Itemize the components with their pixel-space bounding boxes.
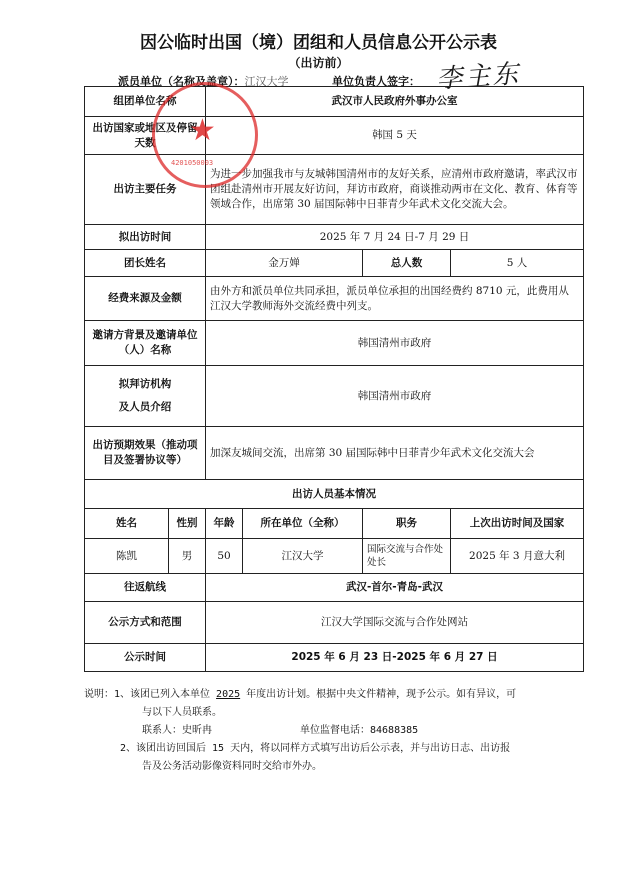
notes <box>84 686 584 776</box>
person-last-trip: 2025 年 3 月意大利 <box>451 539 584 574</box>
note-text-cont: 年度出访计划。根据中央文件精神，现予公示。如有异议，可 <box>240 689 517 700</box>
effect-value: 加深友城间交流，出席第 30 届国际韩中日菲青少年武术文化交流大会 <box>206 427 584 480</box>
sender-value: 江汉大学 <box>244 75 289 88</box>
leader-value: 金万婵 <box>206 250 363 277</box>
leader-label: 团长姓名 <box>85 250 206 277</box>
note-line-1 <box>84 686 584 704</box>
sender-label: 派员单位（名称及盖章）： <box>118 75 245 88</box>
total-label: 总人数 <box>363 250 451 277</box>
org-value: 武汉市人民政府外事办公室 <box>206 87 584 117</box>
persons-section-header: 出访人员基本情况 <box>85 480 584 509</box>
person-unit: 江汉大学 <box>243 539 363 574</box>
task-value: 为进一步加强我市与友城韩国清州市的友好关系，应清州市政府邀请，率武汉市团组赴清州市开展友好访问，拜访市政府，商谈推动两市在文化、教育、体育等领域合作，出席第 30 届国际韩中日菲青少年武术文化交流大会。 <box>206 155 584 225</box>
col-header-unit: 所在单位（全称） <box>243 509 363 539</box>
person-name: 陈凯 <box>85 539 169 574</box>
note-line-5: 告及公务活动影像资料同时交给市外办。 <box>142 761 322 772</box>
publish-time-value: 2025 年 6 月 23 日-2025 年 6 月 27 日 <box>206 644 584 672</box>
publish-time-label: 公示时间 <box>85 644 206 672</box>
head-signature-label: 单位负责人签字： <box>332 75 420 88</box>
org-label: 组团单位名称 <box>85 87 206 117</box>
note-line-4: 2、该团出访回国后 15 天内，将以同样方式填写出访后公示表，并与出访日志、出访报 <box>120 743 511 754</box>
fund-value: 由外方和派员单位共同承担，派员单位承担的出国经费约 8710 元，此费用从江汉大学教师海外交流经费中列支。 <box>206 277 584 321</box>
route-label: 往返航线 <box>85 574 206 602</box>
visit-value: 韩国清州市政府 <box>206 366 584 427</box>
supervision-phone: 单位监督电话：84688385 <box>300 725 419 736</box>
publish-method-value: 江汉大学国际交流与合作处网站 <box>206 602 584 644</box>
visit-label-line1: 拟拜访机构 <box>118 378 172 390</box>
col-header-name: 姓名 <box>85 509 169 539</box>
publish-method-label: 公示方式和范围 <box>85 602 206 644</box>
document-title: 因公临时出国（境）团组和人员信息公开公示表 <box>140 33 497 53</box>
col-header-gender: 性别 <box>169 509 206 539</box>
plan-year: 2025 <box>216 689 241 700</box>
time-label: 拟出访时间 <box>85 225 206 250</box>
info-table <box>84 86 584 672</box>
effect-label: 出访预期效果（推动项目及签署协议等） <box>85 427 206 480</box>
col-header-age: 年龄 <box>206 509 243 539</box>
table-row <box>85 539 584 574</box>
country-value: 韩国 5 天 <box>206 117 584 155</box>
fund-label: 经费来源及金额 <box>85 277 206 321</box>
inviter-label: 邀请方背景及邀请单位（人）名称 <box>85 321 206 366</box>
total-value: 5 人 <box>451 250 584 277</box>
note-text: 说明：1、该团已列入本单位 <box>84 689 217 700</box>
time-value: 2025 年 7 月 24 日-7 月 29 日 <box>206 225 584 250</box>
task-label: 出访主要任务 <box>85 155 206 225</box>
person-duty: 国际交流与合作处处长 <box>363 539 451 574</box>
seal-star-icon: ★ <box>189 113 216 148</box>
note-line-2: 与以下人员联系。 <box>142 707 222 718</box>
visit-label-line2: 及人员介绍 <box>118 401 172 413</box>
visit-label <box>85 366 206 427</box>
note-contact-line <box>84 722 584 740</box>
person-gender: 男 <box>169 539 206 574</box>
inviter-value: 韩国清州市政府 <box>206 321 584 366</box>
person-age: 50 <box>206 539 243 574</box>
handwritten-signature: 李主东 <box>435 59 522 95</box>
route-value: 武汉-首尔-青岛-武汉 <box>206 574 584 602</box>
contact-person: 联系人：史昕冉 <box>142 725 212 736</box>
col-header-last-trip: 上次出访时间及国家 <box>451 509 584 539</box>
document-subtitle: （出访前） <box>288 56 349 70</box>
country-label: 出访国家或地区及停留天数 <box>85 117 206 155</box>
seal-number: 4201050003 <box>171 159 214 167</box>
col-header-duty: 职务 <box>363 509 451 539</box>
